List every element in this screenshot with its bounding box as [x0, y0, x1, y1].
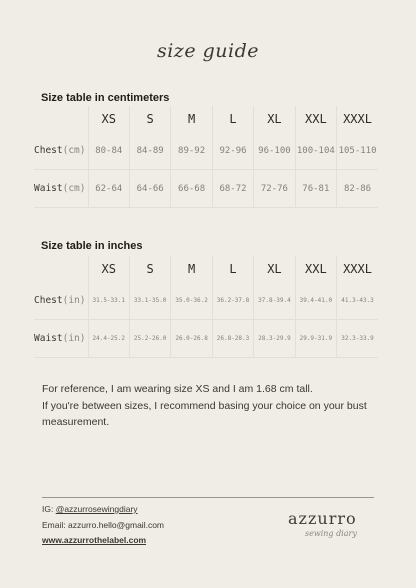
note-line: For reference, I am wearing size XS and I am 1.68 cm tall. — [42, 383, 313, 395]
size-header: XS — [88, 106, 129, 132]
table-cell: 39.4-41.0 — [295, 282, 336, 320]
website-line — [42, 535, 146, 545]
row-unit: (cm) — [62, 145, 86, 156]
size-header: XL — [254, 106, 295, 132]
table-row — [34, 132, 378, 170]
table-cell: 105-110 — [337, 132, 378, 170]
size-header: M — [171, 106, 212, 132]
note-line: If you're between sizes, I recommend basing your choice on your bust measurement. — [42, 399, 367, 428]
size-header: XXL — [295, 256, 336, 282]
table-row — [34, 320, 378, 358]
table-cell: 72-76 — [254, 170, 295, 208]
row-label — [34, 282, 88, 320]
reference-note — [42, 381, 387, 431]
brand-logo: azzurro — [288, 509, 357, 528]
row-unit: (in) — [62, 295, 86, 306]
page-title: size guide — [156, 40, 259, 62]
table-cell: 92-96 — [212, 132, 253, 170]
table-cell: 32.3-33.9 — [337, 320, 378, 358]
table-cell: 41.3-43.3 — [337, 282, 378, 320]
table-cell: 96-100 — [254, 132, 295, 170]
row-unit: (cm) — [62, 183, 86, 194]
email-prefix: Email: — [42, 520, 68, 530]
table-cell: 28.3-29.9 — [254, 320, 295, 358]
instagram-link[interactable]: @azzurrosewingdiary — [55, 504, 138, 514]
size-header: XS — [88, 256, 129, 282]
cm-table-heading: Size table in centimeters — [41, 92, 170, 104]
table-cell: 89-92 — [171, 132, 212, 170]
size-header: S — [129, 256, 170, 282]
ig-prefix: IG: — [42, 504, 56, 514]
size-header: M — [171, 256, 212, 282]
in-table-heading: Size table in inches — [41, 240, 143, 252]
table-cell: 26.8-28.3 — [212, 320, 253, 358]
size-header: XXL — [295, 106, 336, 132]
table-cell: 31.5-33.1 — [88, 282, 129, 320]
email-address[interactable]: azzurro.hello@gmail.com — [67, 520, 165, 530]
table-cell: 64-66 — [129, 170, 170, 208]
table-cell: 66-68 — [171, 170, 212, 208]
table-cell: 36.2-37.8 — [212, 282, 253, 320]
size-header: S — [129, 106, 170, 132]
table-cell: 100-104 — [295, 132, 336, 170]
table-cell: 24.4-25.2 — [88, 320, 129, 358]
table-cell: 26.0-26.8 — [171, 320, 212, 358]
row-label — [34, 132, 88, 170]
table-cell: 84-89 — [129, 132, 170, 170]
size-table-cm — [34, 106, 378, 208]
instagram-line — [42, 504, 138, 514]
size-header: L — [212, 256, 253, 282]
table-cell: 68-72 — [212, 170, 253, 208]
table-header-row — [34, 106, 378, 132]
table-cell: 29.9-31.9 — [295, 320, 336, 358]
table-row — [34, 170, 378, 208]
table-row — [34, 282, 378, 320]
size-header: XXXL — [337, 256, 378, 282]
table-header-row — [34, 256, 378, 282]
table-cell: 37.8-39.4 — [254, 282, 295, 320]
size-header: XXXL — [337, 106, 378, 132]
size-table-in — [34, 256, 378, 358]
table-cell: 76-81 — [295, 170, 336, 208]
brand-tagline: sewing diary — [305, 529, 357, 538]
row-label — [34, 170, 88, 208]
footer-divider — [42, 497, 374, 498]
row-label-text: Waist — [34, 333, 63, 344]
size-header: XL — [254, 256, 295, 282]
table-cell: 82-86 — [337, 170, 378, 208]
row-label-text: Chest — [34, 145, 63, 156]
row-label-text: Chest — [34, 295, 63, 306]
table-cell: 62-64 — [88, 170, 129, 208]
table-cell: 80-84 — [88, 132, 129, 170]
row-unit: (in) — [62, 333, 86, 344]
table-cell: 25.2-26.0 — [129, 320, 170, 358]
website-link[interactable]: www.azzurrothelabel.com — [42, 535, 147, 545]
email-line — [42, 520, 164, 530]
row-label-text: Waist — [34, 183, 63, 194]
row-label — [34, 320, 88, 358]
table-cell: 35.0-36.2 — [171, 282, 212, 320]
size-header: L — [212, 106, 253, 132]
table-cell: 33.1-35.0 — [129, 282, 170, 320]
